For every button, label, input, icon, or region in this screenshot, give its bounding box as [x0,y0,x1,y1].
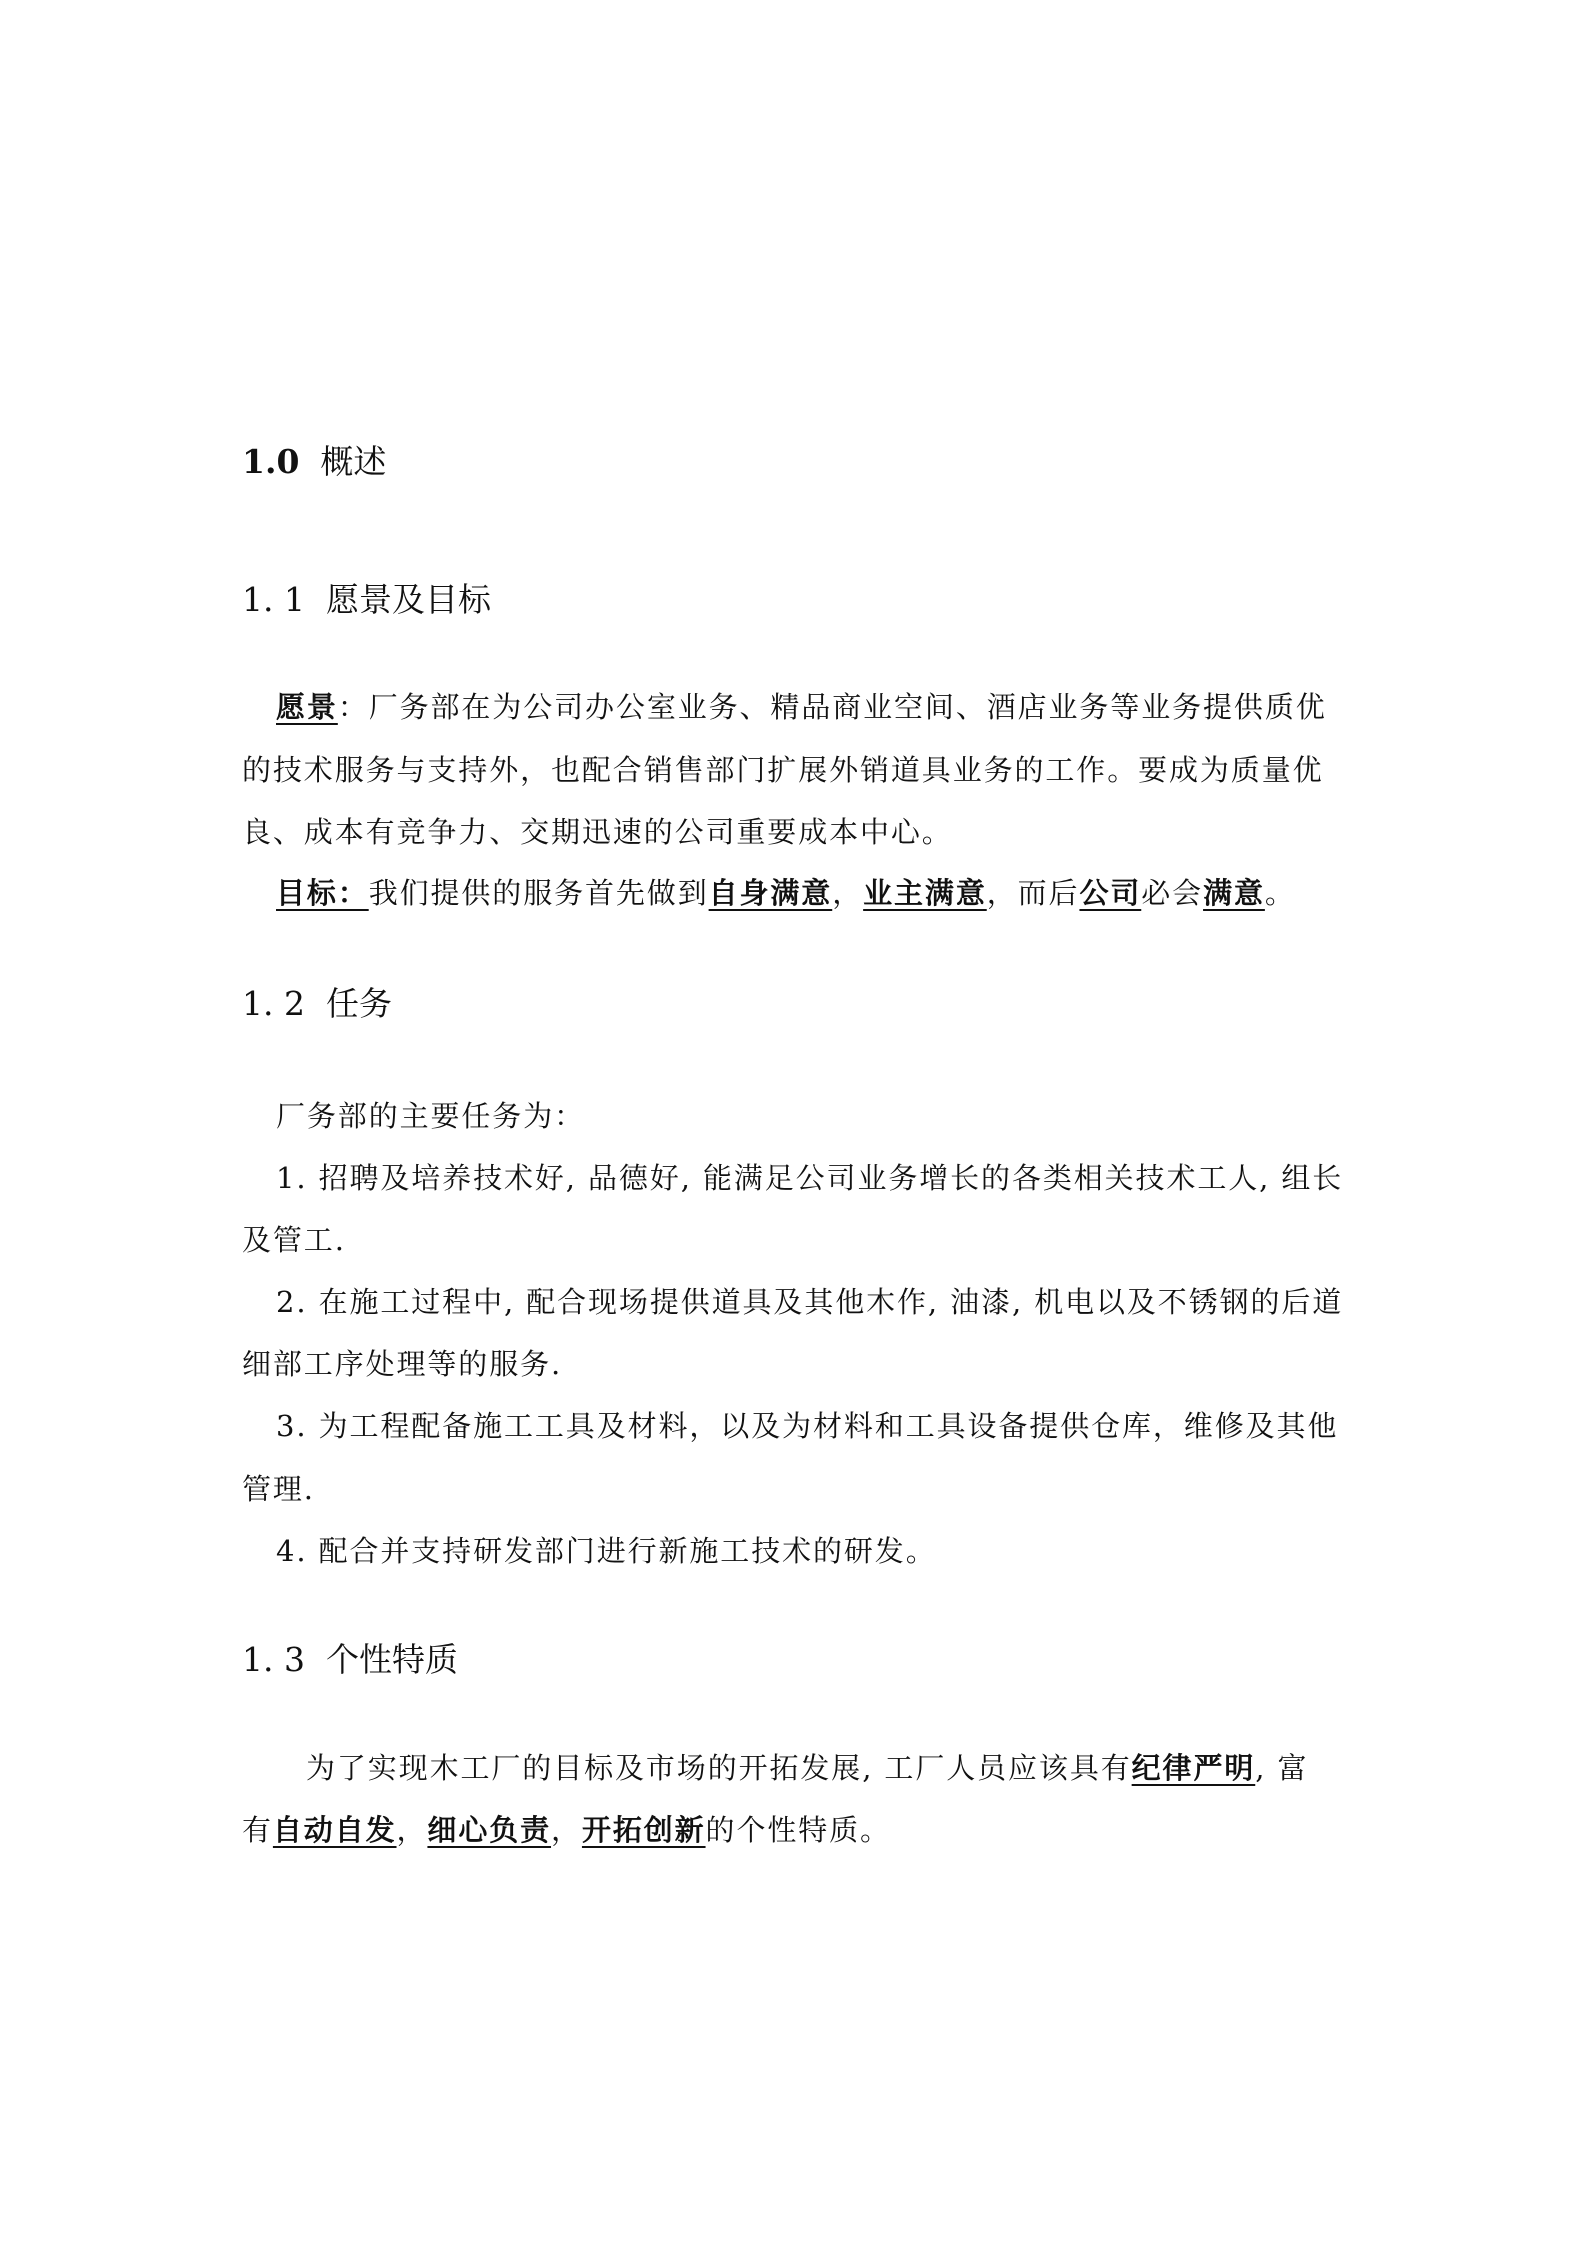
trait-end: 的个性特质。 [705,1813,891,1847]
goal-line [276,871,1296,912]
goal-text: 我们提供的服务首先做到 [368,876,709,910]
trait-punct: ， [396,1813,428,1847]
goal-emphasis-3: 公司 [1079,876,1142,910]
goal-end: 。 [1264,876,1296,910]
goal-punct: ， [832,876,864,910]
trait-emphasis-4: 开拓创新 [581,1813,706,1847]
section-title: 个性特质 [325,1640,458,1679]
trait-line-1 [306,1746,1308,1787]
vision-line-1 [276,685,1327,726]
trait-emphasis-2: 自动自发 [272,1813,397,1847]
goal-emphasis-1: 自身满意 [708,876,833,910]
task-3-line-2: 管理. [242,1472,315,1506]
section-title: 概述 [320,442,387,481]
goal-emphasis-4: 满意 [1203,876,1265,910]
goal-label: 目标： [276,876,369,910]
vision-text: ：厂务部在为公司办公室业务、精品商业空间、酒店业务等业务提供质优 [337,690,1327,724]
trait-text-2: , 富 [1255,1751,1309,1785]
section-heading-1-1 [242,574,491,621]
task-2-line-1: 2. 在施工过程中, 配合现场提供道具及其他木作, 油漆, 机电以及不锈钢的后道 [276,1285,1344,1319]
task-intro: 厂务部的主要任务为： [276,1099,586,1133]
section-title: 愿景及目标 [325,580,491,619]
section-heading-1-0 [242,436,386,483]
section-number: 1. 2 [242,984,305,1023]
task-4: 4. 配合并支持研发部门进行新施工技术的研发。 [276,1534,937,1568]
vision-line-3: 良、成本有竞争力、交期迅速的公司重要成本中心。 [242,815,953,849]
trait-line-2 [242,1808,891,1849]
trait-emphasis-1: 纪律严明 [1131,1751,1256,1785]
section-title: 任务 [325,984,392,1023]
task-1-line-1: 1. 招聘及培养技术好, 品德好, 能满足公司业务增长的各类相关技术工人, 组长 [276,1161,1344,1195]
section-heading-1-2 [242,978,392,1025]
trait-text: 为了实现木工厂的目标及市场的开拓发展, 工厂人员应该具有 [306,1751,1132,1785]
section-heading-1-3 [242,1634,458,1681]
section-number: 1. 3 [242,1640,305,1679]
goal-emphasis-2: 业主满意 [863,876,987,910]
section-number: 1.0 [242,442,300,481]
trait-text-3: 有 [242,1813,273,1847]
goal-text-2: ，而后 [986,876,1080,910]
task-1-line-2: 及管工. [242,1223,346,1257]
vision-label: 愿景 [276,690,338,724]
trait-emphasis-3: 细心负责 [427,1813,552,1847]
trait-punct-2: ， [551,1813,582,1847]
task-3-line-1: 3. 为工程配备施工工具及材料，以及为材料和工具设备提供仓库，维修及其他 [276,1409,1339,1443]
goal-text-3: 必会 [1141,876,1204,910]
section-number: 1. 1 [242,580,305,619]
vision-line-2: 的技术服务与支持外，也配合销售部门扩展外销道具业务的工作。要成为质量优 [242,753,1324,787]
task-2-line-2: 细部工序处理等的服务. [242,1347,563,1381]
